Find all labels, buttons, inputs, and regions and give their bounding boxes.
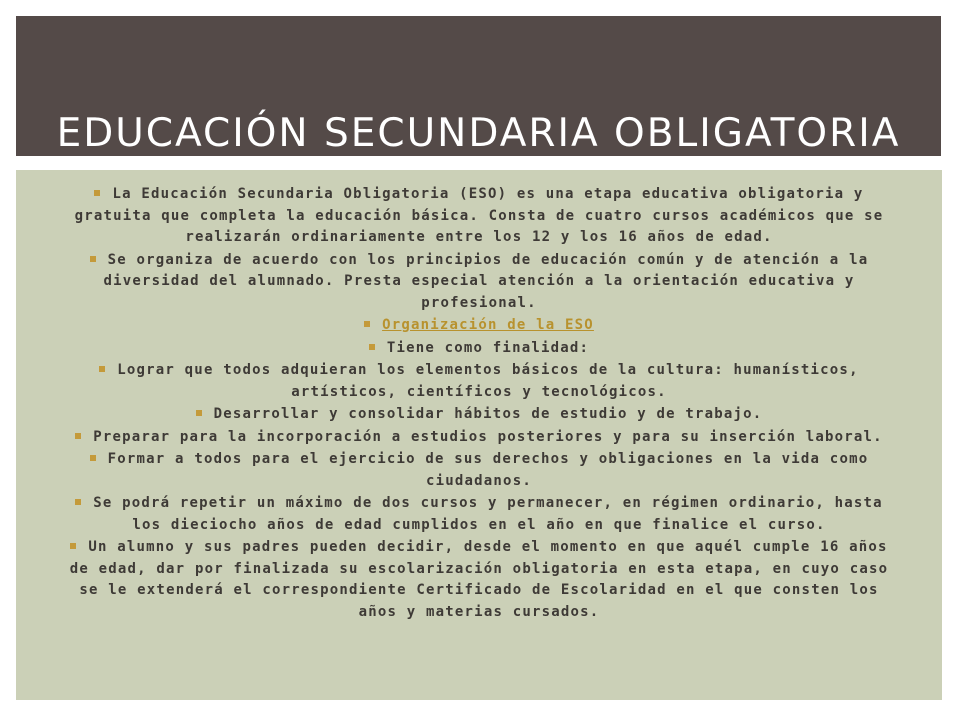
square-bullet-icon [369,344,375,350]
organizacion-eso-link[interactable]: Organización de la ESO [382,317,594,333]
slide-title: EDUCACIÓN SECUNDARIA OBLIGATORIA [56,111,901,157]
bullet-text: La Educación Secundaria Obligatoria (ESO) es una etapa educativa obligatoria y gratuita que completa la educación básica. Consta de cuatro cursos académicos que se realizarán ordinariamente entre los 12 y los 16 años de edad. [74,186,884,245]
bullet-item-finalize [62,537,896,623]
bullet-item-habits [62,404,896,426]
slide-header [16,16,941,156]
bullet-text: Formar a todos para el ejercicio de sus derechos y obligaciones en la vida como ciudadanos. [107,451,869,489]
square-bullet-icon [75,499,81,505]
bullet-item-organization-link [62,315,896,337]
bullet-text: Lograr que todos adquieran los elementos básicos de la cultura: humanísticos, artísticos, científicos y tecnológicos. [117,362,859,400]
content-panel [16,170,942,700]
bullet-text: Se podrá repetir un máximo de dos cursos y permanecer, en régimen ordinario, hasta los dieciocho años de edad cumplidos en el año en que finalice el curso. [93,495,883,533]
bullet-item-intro [62,184,896,249]
bullet-text: Desarrollar y consolidar hábitos de estudio y de trabajo. [213,406,763,422]
bullet-text: Se organiza de acuerdo con los principios de educación común y de atención a la diversidad del alumnado. Presta especial atención a la orientación educativa y profesional. [103,251,869,311]
square-bullet-icon [90,256,96,262]
square-bullet-icon [364,321,370,327]
square-bullet-icon [75,433,81,439]
bullet-text: Tiene como finalidad: [386,339,590,356]
bullet-list [16,170,942,623]
bullet-item-rights [62,449,896,492]
bullet-item-repeat [62,493,896,536]
square-bullet-icon [90,455,96,461]
bullet-item-preparation [62,427,896,449]
bullet-item-purpose [62,338,896,360]
square-bullet-icon [94,190,100,196]
square-bullet-icon [196,410,202,416]
bullet-text: Preparar para la incorporación a estudios posteriores y para su inserción laboral. [93,428,883,445]
bullet-item-principles [62,250,896,315]
square-bullet-icon [99,366,105,372]
bullet-item-culture [62,360,896,403]
square-bullet-icon [70,543,76,549]
bullet-text: Un alumno y sus padres pueden decidir, desde el momento en que aquél cumple 16 años de edad, dar por finalizada su escolarización obligatoria en esta etapa, en cuyo caso se le extenderá el correspondiente Certificado de Escolaridad en el que consten los años y materias cursados. [69,539,889,620]
